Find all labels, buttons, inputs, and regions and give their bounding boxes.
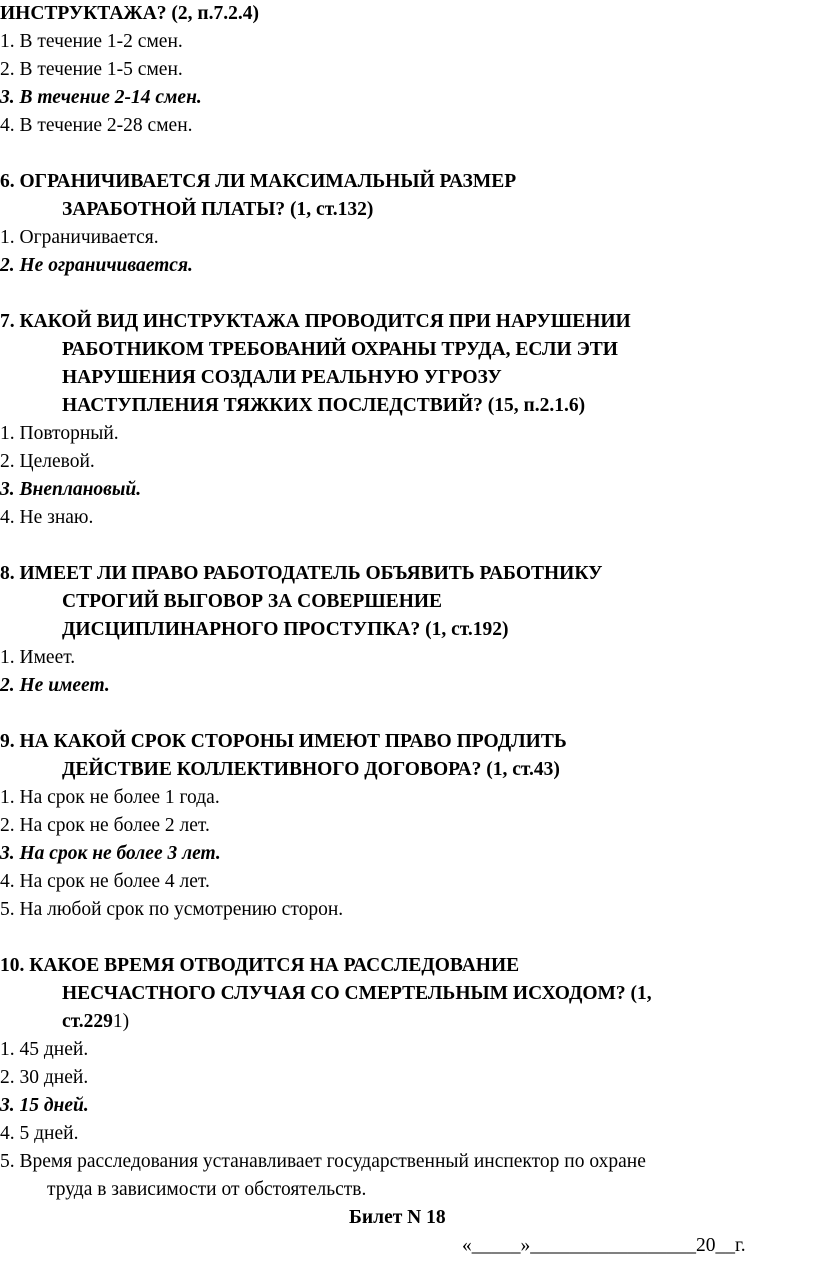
question-6-answer-1: 1. Ограничивается. (0, 227, 159, 248)
question-8-answer-1: 1. Имеет. (0, 647, 76, 668)
question-10-answer-5-line-1: 5. Время расследования устанавливает государственный инспектор по охране (0, 1151, 646, 1172)
spacer (0, 532, 816, 560)
spacer (0, 700, 816, 728)
question-8-answer-2-correct: 2. Не имеет. (0, 675, 110, 696)
question-7-heading-line-1: 7. КАКОЙ ВИД ИНСТРУКТАЖА ПРОВОДИТСЯ ПРИ НАРУШЕНИИ (0, 311, 631, 332)
question-5-heading-tail: ИНСТРУКТАЖА? (2, п.7.2.4) (0, 3, 260, 24)
spacer (0, 140, 816, 168)
question-7-heading-line-2: РАБОТНИКОМ ТРЕБОВАНИЙ ОХРАНЫ ТРУДА, ЕСЛИ ЭТИ (62, 339, 618, 360)
question-10-heading-line-3 (0, 1008, 816, 1036)
question-9-answer-4: 4. На срок не более 4 лет. (0, 871, 210, 892)
question-9-heading-line-2: ДЕЙСТВИЕ КОЛЛЕКТИВНОГО ДОГОВОРА? (1, ст.43) (62, 759, 560, 780)
question-10-answer-5-line-2: труда в зависимости от обстоятельств. (47, 1179, 367, 1200)
question-6-answer-2-correct: 2. Не ограничивается. (0, 255, 193, 276)
question-7-heading-line-4: НАСТУПЛЕНИЯ ТЯЖКИХ ПОСЛЕДСТВИЙ? (15, п.2.1.6) (62, 395, 586, 416)
question-7-answer-1: 1. Повторный. (0, 423, 119, 444)
question-9-answer-1: 1. На срок не более 1 года. (0, 787, 220, 808)
question-5-answer-1: 1. В течение 1-2 смен. (0, 31, 183, 52)
question-10-answer-4: 4. 5 дней. (0, 1123, 79, 1144)
question-5-answer-2: 2. В течение 1-5 смен. (0, 59, 183, 80)
question-8-heading-line-2: СТРОГИЙ ВЫГОВОР ЗА СОВЕРШЕНИЕ (62, 591, 443, 612)
question-9-answer-3-correct: 3. На срок не более 3 лет. (0, 843, 221, 864)
question-8-heading-line-1: 8. ИМЕЕТ ЛИ ПРАВО РАБОТОДАТЕЛЬ ОБЪЯВИТЬ РАБОТНИКУ (0, 563, 603, 584)
question-9-answer-5: 5. На любой срок по усмотрению сторон. (0, 899, 344, 920)
spacer (0, 924, 816, 952)
question-9-answer-2: 2. На срок не более 2 лет. (0, 815, 210, 836)
spacer (0, 280, 816, 308)
question-10-heading-line-1: 10. КАКОЕ ВРЕМЯ ОТВОДИТСЯ НА РАССЛЕДОВАНИЕ (0, 955, 520, 976)
question-10-article-ref: ст.229 (62, 1011, 113, 1032)
ticket-title: Билет N 18 (349, 1207, 446, 1228)
question-7-heading-line-3: НАРУШЕНИЯ СОЗДАЛИ РЕАЛЬНУЮ УГРОЗУ (62, 367, 502, 388)
question-5-answer-3-correct: 3. В течение 2-14 смен. (0, 87, 202, 108)
date-fill-line: «_____»_________________20__г. (462, 1235, 746, 1256)
question-7-answer-3-correct: 3. Внеплановый. (0, 479, 142, 500)
question-10-heading-line-2: НЕСЧАСТНОГО СЛУЧАЯ СО СМЕРТЕЛЬНЫМ ИСХОДОМ? (1, (62, 983, 652, 1004)
question-6-heading-line-1: 6. ОГРАНИЧИВАЕТСЯ ЛИ МАКСИМАЛЬНЫЙ РАЗМЕР (0, 171, 517, 192)
question-10-answer-2: 2. 30 дней. (0, 1067, 89, 1088)
question-8-heading-line-3: ДИСЦИПЛИНАРНОГО ПРОСТУПКА? (1, ст.192) (62, 619, 509, 640)
question-5-answer-4: 4. В течение 2-28 смен. (0, 115, 193, 136)
question-10-answer-3-correct: 3. 15 дней. (0, 1095, 89, 1116)
question-9-heading-line-1: 9. НА КАКОЙ СРОК СТОРОНЫ ИМЕЮТ ПРАВО ПРОДЛИТЬ (0, 731, 567, 752)
question-6-heading-line-2: ЗАРАБОТНОЙ ПЛАТЫ? (1, ст.132) (62, 199, 374, 220)
question-7-answer-2: 2. Целевой. (0, 451, 95, 472)
question-10-answer-1: 1. 45 дней. (0, 1039, 89, 1060)
question-7-answer-4: 4. Не знаю. (0, 507, 94, 528)
question-10-article-ref-rest: 1) (112, 1011, 130, 1032)
question-10-answer-5 (0, 1148, 816, 1204)
